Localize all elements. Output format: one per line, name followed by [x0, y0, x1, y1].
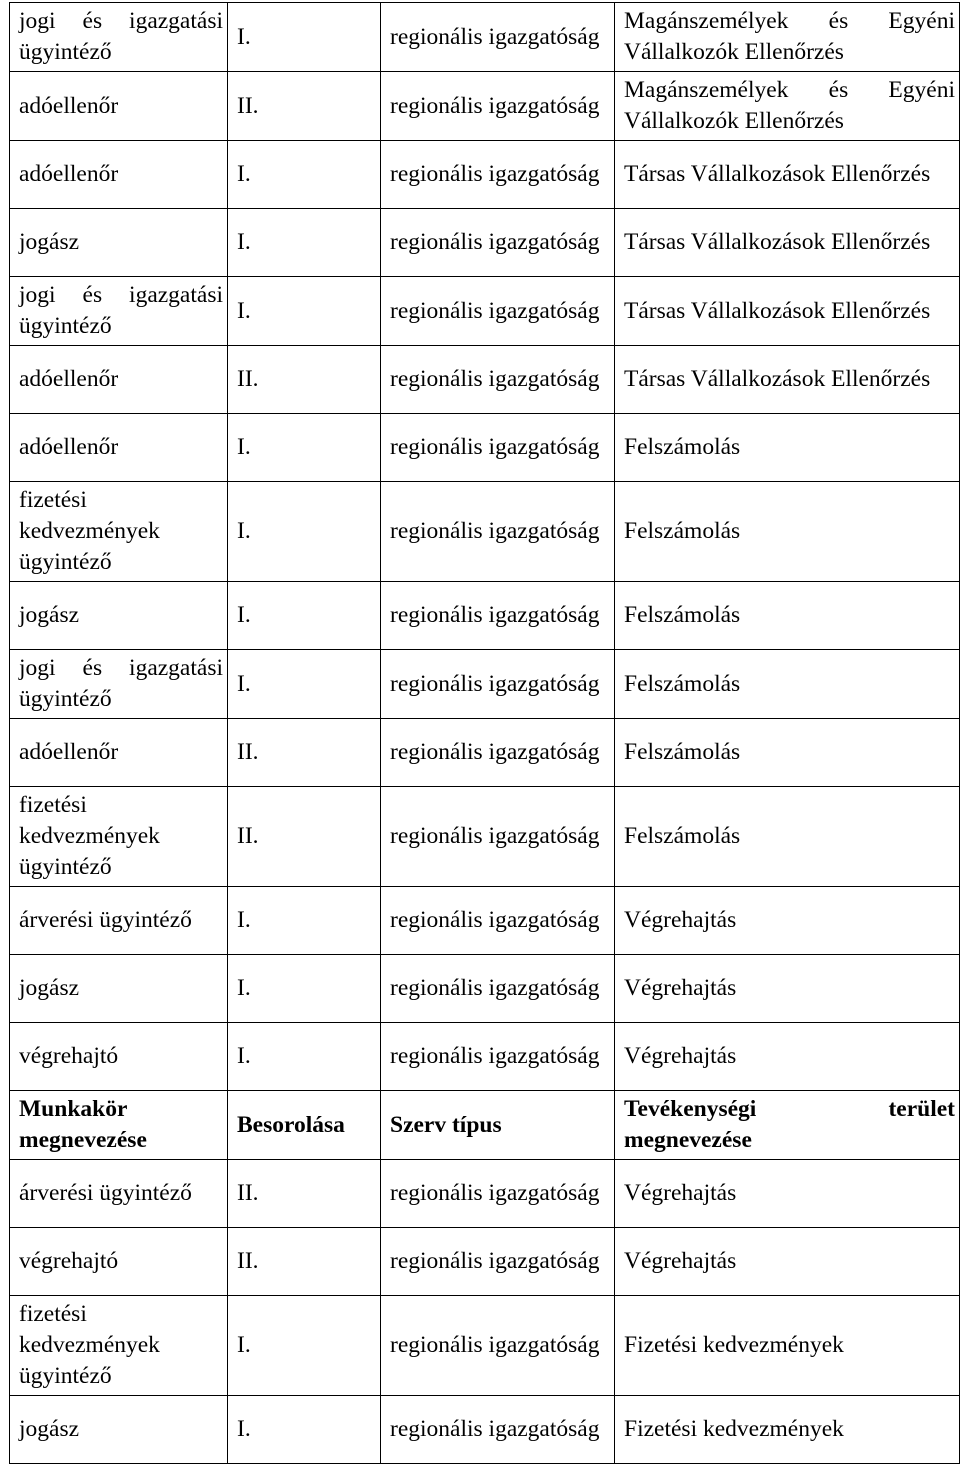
table-body-top: [10, 3, 960, 1091]
cell-job-title: adóellenőr: [10, 719, 228, 787]
cell-job-title: jogász: [10, 209, 228, 277]
cell-org-type: regionális igazgatóság: [381, 414, 615, 482]
table-row: [10, 482, 960, 582]
cell-job-title: jogász: [10, 1396, 228, 1464]
table-row: [10, 1296, 960, 1396]
cell-classification: II.: [228, 1160, 381, 1228]
cell-org-type: regionális igazgatóság: [381, 1396, 615, 1464]
cell-classification: II.: [228, 346, 381, 414]
cell-org-type: regionális igazgatóság: [381, 1228, 615, 1296]
cell-activity-area: Végrehajtás: [615, 955, 960, 1023]
cell-org-type: regionális igazgatóság: [381, 650, 615, 719]
cell-classification: I.: [228, 582, 381, 650]
table-row: [10, 209, 960, 277]
cell-activity-area: Végrehajtás: [615, 1160, 960, 1228]
table-header-row-group: [10, 1091, 960, 1160]
cell-activity-area: Felszámolás: [615, 650, 960, 719]
header-activity-area: Tevékenységi terület megnevezése: [615, 1091, 960, 1160]
cell-classification: I.: [228, 650, 381, 719]
cell-activity-area: Társas Vállalkozások Ellenőrzés: [615, 209, 960, 277]
cell-classification: I.: [228, 482, 381, 582]
cell-job-title: jogász: [10, 582, 228, 650]
cell-job-title: jogi és igazgatási ügyintéző: [10, 650, 228, 719]
cell-job-title: fizetési kedvezmények ügyintéző: [10, 482, 228, 582]
cell-job-title: fizetési kedvezmények ügyintéző: [10, 787, 228, 887]
cell-org-type: regionális igazgatóság: [381, 1296, 615, 1396]
cell-classification: II.: [228, 787, 381, 887]
cell-activity-area: Társas Vállalkozások Ellenőrzés: [615, 141, 960, 209]
cell-job-title: adóellenőr: [10, 72, 228, 141]
cell-org-type: regionális igazgatóság: [381, 1160, 615, 1228]
cell-job-title: jogász: [10, 955, 228, 1023]
cell-activity-area: Felszámolás: [615, 482, 960, 582]
cell-classification: I.: [228, 277, 381, 346]
table-row: [10, 719, 960, 787]
cell-classification: I.: [228, 141, 381, 209]
table-row: [10, 414, 960, 482]
cell-classification: I.: [228, 955, 381, 1023]
cell-activity-area: Magánszemélyek és Egyéni Vállalkozók Ellenőrzés: [615, 72, 960, 141]
cell-classification: II.: [228, 719, 381, 787]
table-header-row: [10, 1091, 960, 1160]
table-row: [10, 141, 960, 209]
table-row: [10, 1228, 960, 1296]
cell-org-type: regionális igazgatóság: [381, 277, 615, 346]
cell-org-type: regionális igazgatóság: [381, 72, 615, 141]
cell-org-type: regionális igazgatóság: [381, 719, 615, 787]
table-row: [10, 955, 960, 1023]
table-row: [10, 1023, 960, 1091]
cell-job-title: végrehajtó: [10, 1228, 228, 1296]
cell-org-type: regionális igazgatóság: [381, 582, 615, 650]
cell-activity-area: Felszámolás: [615, 719, 960, 787]
cell-job-title: adóellenőr: [10, 346, 228, 414]
cell-org-type: regionális igazgatóság: [381, 1023, 615, 1091]
cell-org-type: regionális igazgatóság: [381, 482, 615, 582]
cell-job-title: végrehajtó: [10, 1023, 228, 1091]
cell-activity-area: Végrehajtás: [615, 1228, 960, 1296]
cell-org-type: regionális igazgatóság: [381, 3, 615, 72]
cell-job-title: adóellenőr: [10, 141, 228, 209]
cell-job-title: adóellenőr: [10, 414, 228, 482]
table-row: [10, 3, 960, 72]
cell-classification: I.: [228, 1396, 381, 1464]
cell-activity-area: Magánszemélyek és Egyéni Vállalkozók Ellenőrzés: [615, 3, 960, 72]
cell-classification: I.: [228, 1023, 381, 1091]
cell-activity-area: Végrehajtás: [615, 1023, 960, 1091]
table-row: [10, 650, 960, 719]
header-classification: Besorolása: [228, 1091, 381, 1160]
table-row: [10, 346, 960, 414]
table-row: [10, 277, 960, 346]
cell-job-title: jogi és igazgatási ügyintéző: [10, 277, 228, 346]
cell-activity-area: Társas Vállalkozások Ellenőrzés: [615, 346, 960, 414]
cell-classification: I.: [228, 414, 381, 482]
cell-classification: I.: [228, 1296, 381, 1396]
table-row: [10, 582, 960, 650]
cell-classification: II.: [228, 1228, 381, 1296]
job-classification-table: [9, 2, 960, 1464]
cell-classification: I.: [228, 209, 381, 277]
table-row: [10, 787, 960, 887]
cell-classification: I.: [228, 887, 381, 955]
cell-org-type: regionális igazgatóság: [381, 887, 615, 955]
cell-job-title: árverési ügyintéző: [10, 887, 228, 955]
table-row: [10, 887, 960, 955]
cell-activity-area: Végrehajtás: [615, 887, 960, 955]
cell-org-type: regionális igazgatóság: [381, 141, 615, 209]
cell-org-type: regionális igazgatóság: [381, 209, 615, 277]
cell-activity-area: Fizetési kedvezmények: [615, 1396, 960, 1464]
header-org-type: Szerv típus: [381, 1091, 615, 1160]
cell-job-title: árverési ügyintéző: [10, 1160, 228, 1228]
cell-classification: II.: [228, 72, 381, 141]
header-job-title: Munkakör megnevezése: [10, 1091, 228, 1160]
cell-activity-area: Felszámolás: [615, 582, 960, 650]
cell-activity-area: Társas Vállalkozások Ellenőrzés: [615, 277, 960, 346]
cell-activity-area: Felszámolás: [615, 787, 960, 887]
table-body-bottom: [10, 1160, 960, 1464]
cell-org-type: regionális igazgatóság: [381, 787, 615, 887]
table-row: [10, 72, 960, 141]
cell-job-title: jogi és igazgatási ügyintéző: [10, 3, 228, 72]
table-row: [10, 1160, 960, 1228]
cell-org-type: regionális igazgatóság: [381, 346, 615, 414]
cell-classification: I.: [228, 3, 381, 72]
cell-job-title: fizetési kedvezmények ügyintéző: [10, 1296, 228, 1396]
table-row: [10, 1396, 960, 1464]
cell-org-type: regionális igazgatóság: [381, 955, 615, 1023]
cell-activity-area: Felszámolás: [615, 414, 960, 482]
cell-activity-area: Fizetési kedvezmények: [615, 1296, 960, 1396]
